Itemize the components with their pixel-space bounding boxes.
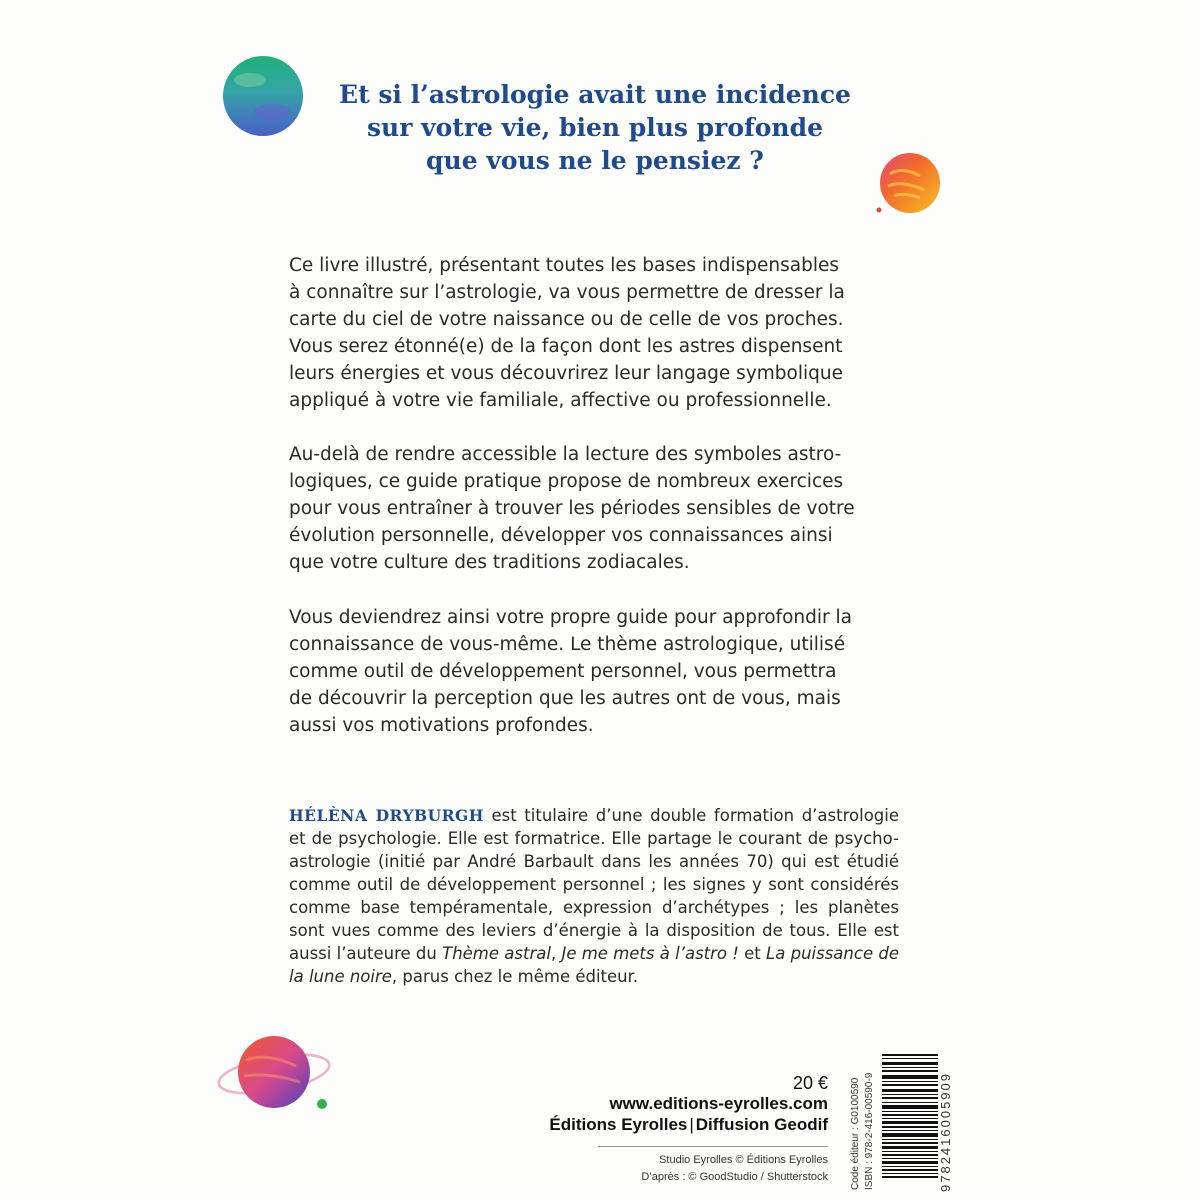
credit-image: D’après : © GoodStudio / Shutterstock (641, 1171, 828, 1183)
price: 20 € (792, 1073, 828, 1093)
text-line: Ce livre illustré, présentant toutes les bases indispensables (289, 255, 839, 276)
description-paragraph-2 (289, 441, 899, 576)
bio-text: , parus chez le même éditeur. (391, 967, 639, 986)
footer-divider (598, 1146, 828, 1147)
headline-line: sur votre vie, bien plus profonde (366, 113, 823, 142)
barcode-block (848, 1052, 953, 1192)
text-line: que votre culture des traditions zodiacales. (289, 552, 690, 573)
book-title: La puissance de la lune noire (289, 944, 899, 986)
text-line: connaissance de vous-même. Le thème astrologique, utilisé (289, 634, 846, 655)
text-line: pour vous entraîner à trouver les périodes sensibles de votre (289, 498, 855, 519)
publisher-separator: | (689, 1115, 694, 1134)
bio-text: est titulaire d’une double formation d’astrologie et de psychologie. Elle est formatrice. Elle partage le courant de psycho-astrologie (initié par André Barbault dans les années 70) qui est étudié comme outil de développement personnel ; les signes y sont considérés comme base tempéramentale, expression d’archétypes ; les planètes sont vues comme des leviers d’énergie à la disposition de tous. Elle est aussi l’auteure du (289, 806, 899, 963)
code-editeur: Code éditeur : G0100590 (850, 1077, 861, 1190)
image-credits (641, 1152, 828, 1186)
green-blue-planet-icon (220, 54, 306, 138)
text-line: comme outil de développement personnel, vous permettra (289, 661, 837, 682)
book-title: Je me mets à l’astro ! (561, 944, 739, 963)
text-line: Vous serez étonné(e) de la façon dont les astres dispensent (289, 336, 843, 357)
author-bio (289, 804, 899, 988)
publisher-line (549, 1115, 828, 1135)
text-line: de découvrir la perception que les autres ont de vous, mais (289, 688, 841, 709)
headline-line: Et si l’astrologie avait une incidence (339, 80, 851, 109)
distributor-name: Diffusion Geodif (695, 1115, 828, 1134)
publisher-website: www.editions-eyrolles.com (609, 1094, 828, 1113)
publisher-name: Éditions Eyrolles (549, 1115, 688, 1134)
barcode-icon (882, 1054, 938, 1178)
barcode-digits: 9782416005909 (938, 1072, 953, 1192)
description-paragraph-3 (289, 604, 899, 739)
text-line: aussi vos motivations profondes. (289, 715, 594, 736)
text-line: à connaître sur l’astrologie, va vous permettre de dresser la (289, 282, 845, 303)
isbn-text: ISBN : 978-2-416-00590-9 (864, 1072, 875, 1190)
text-line: évolution personnelle, développer vos connaissances ainsi (289, 525, 833, 546)
text-line: appliqué à votre vie familiale, affective ou professionnelle. (289, 390, 832, 411)
text-line: Au-delà de rendre accessible la lecture des symboles astro- (289, 444, 842, 465)
text-line: Vous deviendrez ainsi votre propre guide pour approfondir la (289, 607, 852, 628)
headline-line: que vous ne le pensiez ? (426, 146, 764, 175)
headline (300, 78, 890, 177)
credit-studio: Studio Eyrolles © Éditions Eyrolles (659, 1154, 828, 1166)
text-line: leurs énergies et vous découvrirez leur langage symbolique (289, 363, 843, 384)
book-title: Thème astral (442, 944, 551, 963)
ringed-planet-icon (214, 1030, 338, 1116)
text-line: carte du ciel de votre naissance ou de celle de vos proches. (289, 309, 844, 330)
author-name: HÉLÈNA DRYBURGH (289, 806, 484, 825)
description-paragraph-1 (289, 252, 899, 414)
bio-separator: et (738, 944, 767, 963)
text-line: logiques, ce guide pratique propose de nombreux exercices (289, 471, 844, 492)
bio-separator: , (550, 944, 562, 963)
